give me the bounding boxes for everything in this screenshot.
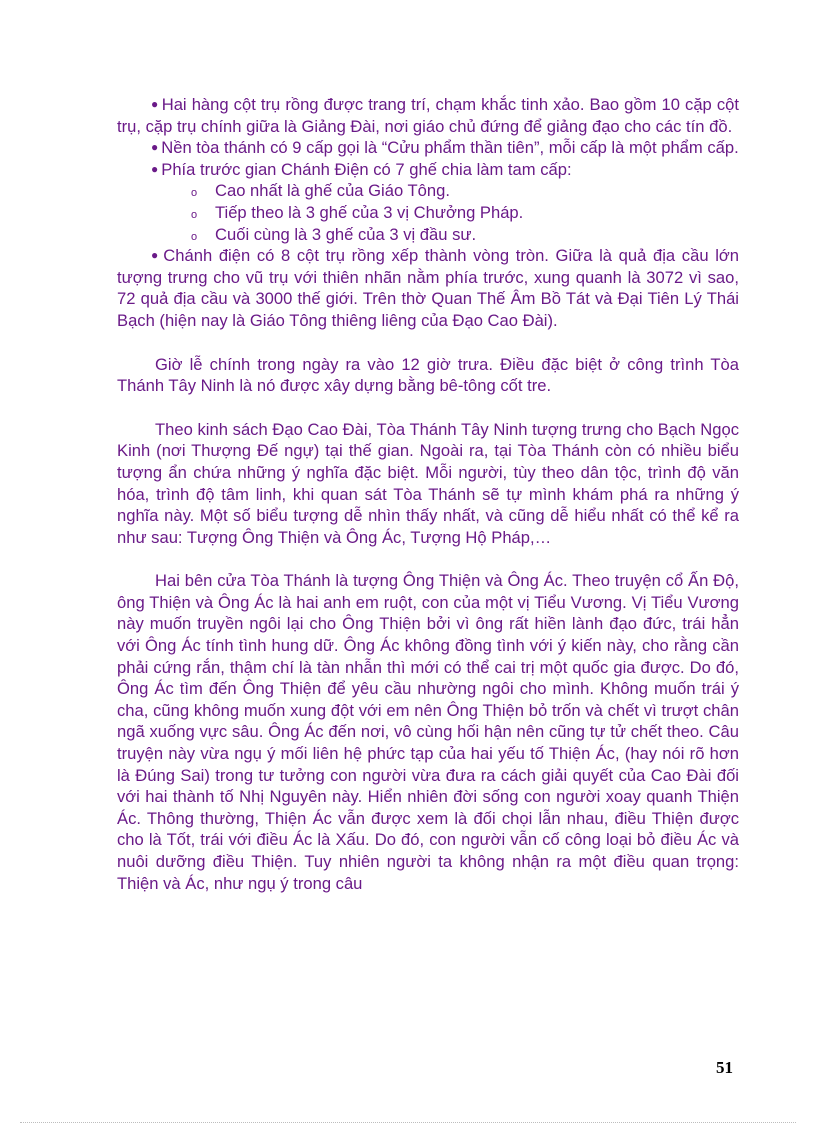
page-number: 51 (716, 1058, 733, 1077)
bullet-dot-icon: ● (151, 140, 159, 155)
ring-bullet-icon: o (191, 208, 198, 221)
ring-bullet-icon: o (191, 230, 198, 243)
ring-bullet-icon: o (191, 187, 198, 200)
paragraph-gap (117, 548, 739, 570)
paragraph: Theo kinh sách Đạo Cao Đài, Tòa Thánh Tây Ninh tượng trưng cho Bạch Ngọc Kinh (nơi Thượng Đế ngự) tại thế gian. Ngoài ra, tại Tòa Thánh còn có nhiều biểu tượng ẩn chứa những ý nghĩa đặc biệt. Mỗi người, tùy theo dân tộc, trình độ văn hóa, trình độ tâm linh, khi quan sát Tòa Thánh sẽ tự mình khám phá ra những ý nghĩa này. Một số biểu tượng dễ nhìn thấy nhất, và cũng dễ hiểu nhất có thể kể ra như sau: Tượng Ông Thiện và Ông Ác, Tượng Hộ Pháp,… (117, 419, 739, 547)
bullet-text: Nền tòa thánh có 9 cấp gọi là “Cửu phẩm thần tiên”, mỗi cấp là một phẩm cấp. (161, 138, 739, 158)
bullet-dot-icon: ● (151, 248, 161, 263)
sub-list-item (117, 224, 739, 246)
sub-item-text: Cao nhất là ghế của Giáo Tông. (215, 181, 450, 201)
paragraph: Giờ lễ chính trong ngày ra vào 12 giờ trưa. Điều đặc biệt ở công trình Tòa Thánh Tây Ninh là nó được xây dựng bằng bê-tông cốt tre. (117, 354, 739, 396)
bullet-item (117, 137, 739, 159)
bullet-item (117, 159, 739, 181)
paragraph-gap (117, 397, 739, 419)
bullet-dot-icon: ● (151, 97, 159, 111)
bullet-text: Phía trước gian Chánh Điện có 7 ghế chia làm tam cấp: (161, 159, 572, 179)
sub-item-text: Tiếp theo là 3 ghế của 3 vị Chưởng Pháp. (215, 202, 524, 222)
bullet-dot-icon: ● (151, 161, 159, 176)
bullet-text: Hai hàng cột trụ rồng được trang trí, chạm khắc tinh xảo. Bao gồm 10 cặp cột trụ, cặp trụ chính giữa là Giảng Đài, nơi giáo chủ đứng để giảng đạo cho các tín đồ. (117, 95, 739, 136)
bullet-item (117, 94, 739, 137)
paragraph: Hai bên cửa Tòa Thánh là tượng Ông Thiện và Ông Ác. Theo truyện cổ Ấn Độ, ông Thiện và Ông Ác là hai anh em ruột, con của một vị Tiểu Vương. Vị Tiểu Vương này muốn truyền ngôi lại cho Ông Thiện bởi vì ông rất hiền lành đạo đức, trái hẳn với Ông Ác tính tình hung dữ. Ông Ác không đồng tình với ý kiến này, cho rằng cần phải cứng rắn, thậm chí là tàn nhẫn thì mới có thể cai trị một quốc gia được. Do đó, Ông Ác tìm đến Ông Thiện để yêu cầu nhường ngôi cho mình. Không muốn trái ý cha, cũng không muốn xung đột với em nên Ông Thiện bỏ trốn và chết vì trượt chân ngã xuống vực sâu. Ông Ác đến nơi, vô cùng hối hận nên cũng tự tử chết theo. Câu truyện này vừa ngụ ý mối liên hệ phức tạp của hai yếu tố Thiện Ác, (hay nói rõ hơn là Đúng Sai) trong tư tưởng con người vừa đưa ra cách giải quyết của Cao Đài đối với hai thành tố Nhị Nguyên này. Hiển nhiên đời sống con người xoay quanh Thiện Ác. Thông thường, Thiện Ác vẫn được xem là đối chọi lẫn nhau, điều Thiện được cho là Tốt, trái với điều Ác là Xấu. Do đó, con người vẫn cố công loại bỏ điều Ác và nuôi dưỡng điều Thiện. Tuy nhiên người ta không nhận ra một điều quan trọng: Thiện và Ác, như ngụ ý trong câu (117, 571, 739, 893)
sub-list-item (117, 180, 739, 202)
sub-list-item (117, 202, 739, 224)
sub-item-text: Cuối cùng là 3 ghế của 3 vị đầu sư. (215, 224, 477, 244)
bullet-text: Chánh điện có 8 cột trụ rồng xếp thành vòng tròn. Giữa là quả địa cầu lớn tượng trưng cho vũ trụ với thiên nhãn nằm phía trước, xung quanh là 3072 vì sao, 72 quả địa cầu và 3000 thế giới. Trên thờ Quan Thế Âm Bồ Tát và Đại Tiên Lý Thái Bạch (hiện nay là Giáo Tông thiêng liêng của Đạo Cao Đài). (117, 246, 739, 330)
page-body (117, 94, 739, 894)
paragraph-gap (117, 332, 739, 354)
bullet-item (117, 245, 739, 331)
